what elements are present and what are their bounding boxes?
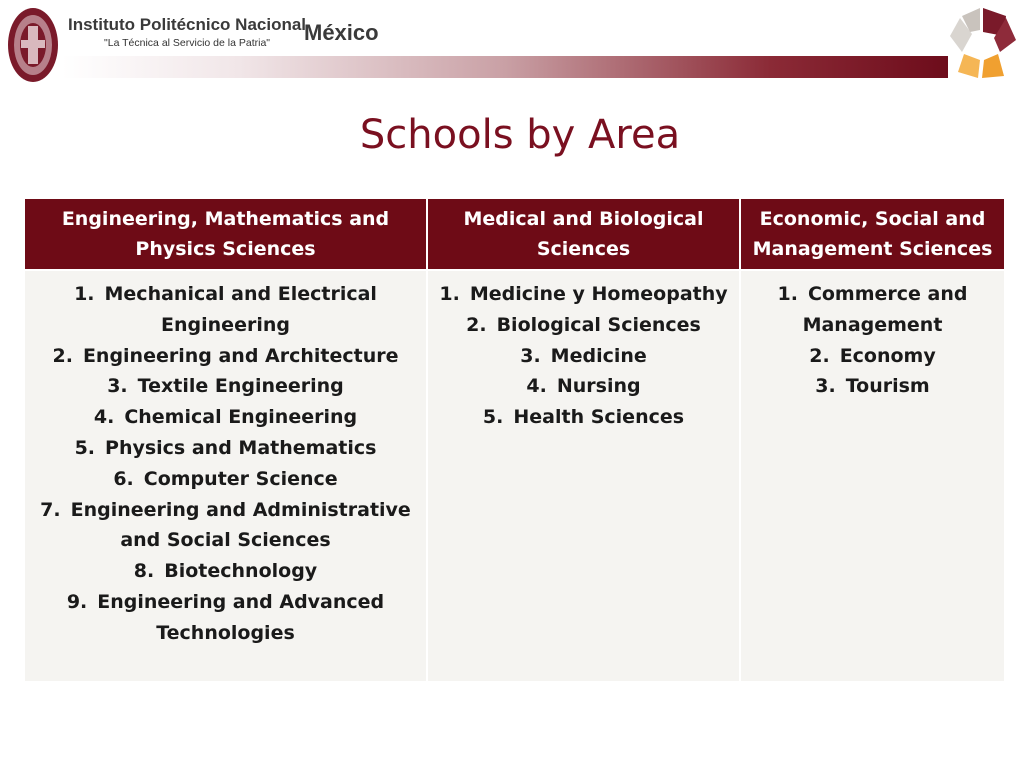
list-item: 1. Commerce and Management [777, 283, 968, 336]
list-item: 2. Biological Sciences [466, 313, 701, 336]
institution-motto: "La Técnica al Servicio de la Patria" [104, 37, 271, 49]
area-heading-economic: Economic, Social and Management Sciences [740, 199, 1004, 270]
list-item: 9. Engineering and Advanced Technologies [66, 590, 385, 644]
list-item: 7. Engineering and Administrative and Social Sciences [40, 498, 411, 552]
list-item: 2. Engineering and Architecture [52, 344, 399, 367]
list-item: 1. Mechanical and Electrical Engineering [74, 283, 377, 336]
list-item: 3. Tourism [815, 375, 930, 398]
flower-logo-icon [948, 6, 1018, 80]
area-list-medical [427, 270, 740, 681]
area-list-engineering [25, 270, 427, 681]
list-item: 8. Biotechnology [133, 560, 318, 583]
area-heading-medical: Medical and Biological Sciences [427, 199, 740, 270]
list-item: 3. Medicine [520, 344, 647, 367]
list-item: 5. Physics and Mathematics [74, 436, 377, 459]
slide-title: Schools by Area [359, 112, 681, 158]
country-name: México [304, 20, 379, 45]
list-item: 6. Computer Science [113, 467, 338, 490]
table-row [25, 270, 1004, 681]
list-item: 2. Economy [809, 344, 936, 367]
area-heading-engineering: Engineering, Mathematics and Physics Sciences [25, 199, 427, 270]
list-item: 3. Textile Engineering [107, 375, 344, 398]
area-list-economic [740, 270, 1004, 681]
list-item: 5. Health Sciences [482, 406, 685, 429]
list-item: 4. Nursing [526, 375, 641, 398]
slide-header [0, 0, 1024, 90]
institution-name: Instituto Politécnico Nacional [68, 15, 307, 34]
list-item: 1. Medicine y Homeopathy [439, 283, 728, 305]
list-item: 4. Chemical Engineering [93, 406, 358, 429]
table-header-row [25, 199, 1004, 270]
header-band [62, 56, 948, 78]
ipn-seal-icon [6, 6, 60, 84]
schools-table [25, 199, 1004, 681]
